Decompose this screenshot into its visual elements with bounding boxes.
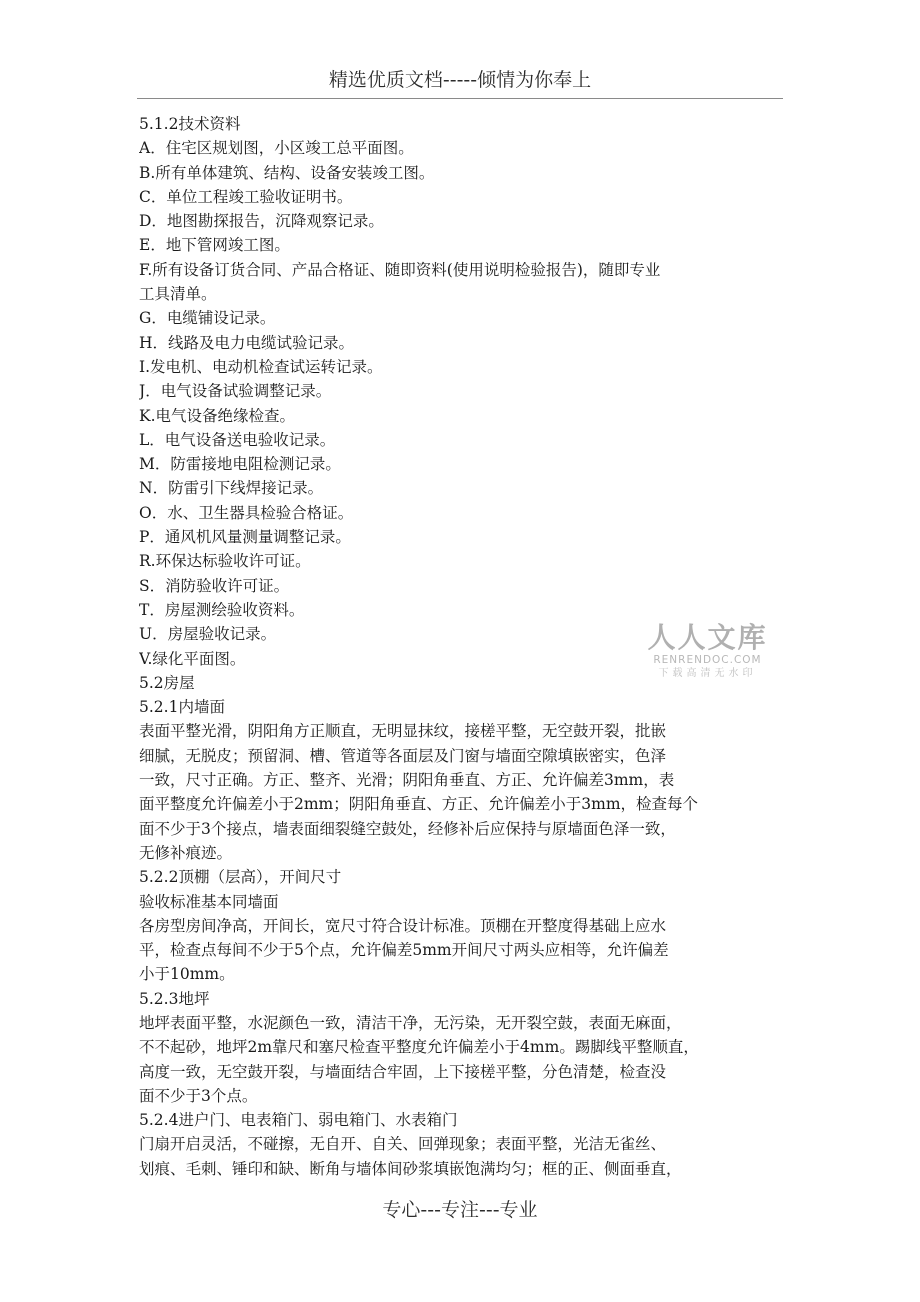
text-line: 细腻，无脱皮；预留洞、槽、管道等各面层及门窗与墙面空隙填嵌密实，色泽 (139, 746, 667, 765)
text-line: J．电气设备试验调整记录。 (139, 382, 332, 401)
text-line: M．防雷接地电阻检测记录。 (139, 455, 341, 474)
text-line: N．防雷引下线焊接记录。 (139, 479, 324, 498)
watermark-title: 人人文库 (647, 621, 768, 654)
text-line: F.所有设备订货合同、产品合格证、随即资料(使用说明检验报告)，随即专业 (139, 260, 661, 279)
text-line: G．电缆铺设记录。 (139, 309, 276, 328)
text-line: R.环保达标验收许可证。 (139, 552, 311, 571)
text-line: 验收标准基本同墙面 (139, 892, 279, 911)
text-line: 5.2.4进户门、电表箱门、弱电箱门、水表箱门 (139, 1111, 458, 1130)
text-line: 地坪表面平整，水泥颜色一致，清洁干净，无污染，无开裂空鼓，表面无麻面， (139, 1013, 682, 1032)
watermark-domain: RENRENDOC.COM (653, 654, 762, 666)
text-line: A．住宅区规划图，小区竣工总平面图。 (139, 139, 414, 158)
text-line: 面不少于3个点。 (139, 1086, 258, 1105)
text-line: E．地下管网竣工图。 (139, 236, 290, 255)
text-line: 5.2.2顶棚（层高），开间尺寸 (139, 868, 342, 887)
text-line: 小于10mm。 (139, 965, 235, 984)
text-line: O．水、卫生器具检验合格证。 (139, 503, 354, 522)
text-line: 5.2.1内墙面 (139, 698, 225, 717)
page-header (137, 62, 783, 99)
footer-text: 专心---专注---专业 (382, 1199, 538, 1221)
text-line: P．通风机风量测量调整记录。 (139, 528, 351, 547)
watermark-slogan: 下载高清无水印 (658, 668, 757, 679)
text-line: B.所有单体建筑、结构、设备安装竣工图。 (139, 163, 435, 182)
text-line: 表面平整光滑，阴阳角方正顺直，无明显抹纹，接槎平整，无空鼓开裂，批嵌 (139, 722, 667, 741)
text-line: L．电气设备送电验收记录。 (139, 430, 336, 449)
text-line: V.绿化平面图。 (139, 649, 246, 668)
page-footer (0, 1196, 920, 1224)
text-line: 5.2.3地坪 (139, 989, 210, 1008)
text-line: 面平整度允许偏差小于2mm；阴阳角垂直、方正、允许偏差小于3mm，检查每个 (139, 795, 699, 814)
text-line: 划痕、毛刺、锤印和缺、断角与墙体间砂浆填嵌饱满均匀；框的正、侧面垂直， (139, 1159, 682, 1178)
text-line: 无修补痕迹。 (139, 843, 233, 862)
text-line: 各房型房间净高，开间长，宽尺寸符合设计标准。顶棚在开整度得基础上应水 (139, 916, 667, 935)
text-line: K.电气设备绝缘检查。 (139, 406, 296, 425)
text-line: 平，检查点每间不少于5个点，允许偏差5mm开间尺寸两头应相等，允许偏差 (139, 941, 669, 960)
text-line: 不不起砂，地坪2m靠尺和塞尺检查平整度允许偏差小于4mm。踢脚线平整顺直， (139, 1038, 699, 1057)
text-line: 5.2房屋 (139, 673, 195, 692)
text-line: 5.1.2技术资料 (139, 115, 241, 133)
watermark-logo (640, 622, 775, 681)
text-line: 门扇开启灵活，不碰擦，无自开、自关、回弹现象；表面平整，光洁无雀丝、 (139, 1135, 667, 1154)
text-line: 一致，尺寸正确。方正、整齐、光滑；阴阳角垂直、方正、允许偏差3mm，表 (139, 771, 675, 790)
text-line: T．房屋测绘验收资料。 (139, 600, 305, 619)
header-title: 精选优质文档-----倾情为你奉上 (328, 69, 592, 91)
text-line: I.发电机、电动机检查试运转记录。 (139, 357, 383, 376)
text-line: 高度一致，无空鼓开裂，与墙面结合牢固，上下接槎平整，分色清楚，检查没 (139, 1062, 667, 1081)
text-line: S．消防验收许可证。 (139, 576, 290, 595)
text-line: U．房屋验收记录。 (139, 625, 277, 644)
text-line: 工具清单。 (139, 285, 217, 304)
text-line: C．单位工程竣工验收证明书。 (139, 187, 353, 206)
text-line: H．线路及电力电缆试验记录。 (139, 333, 355, 352)
text-line: 面不少于3个接点，墙表面细裂缝空鼓处，经修补后应保持与原墙面色泽一致， (139, 819, 676, 838)
text-line: D．地图勘探报告，沉降观察记录。 (139, 212, 384, 231)
